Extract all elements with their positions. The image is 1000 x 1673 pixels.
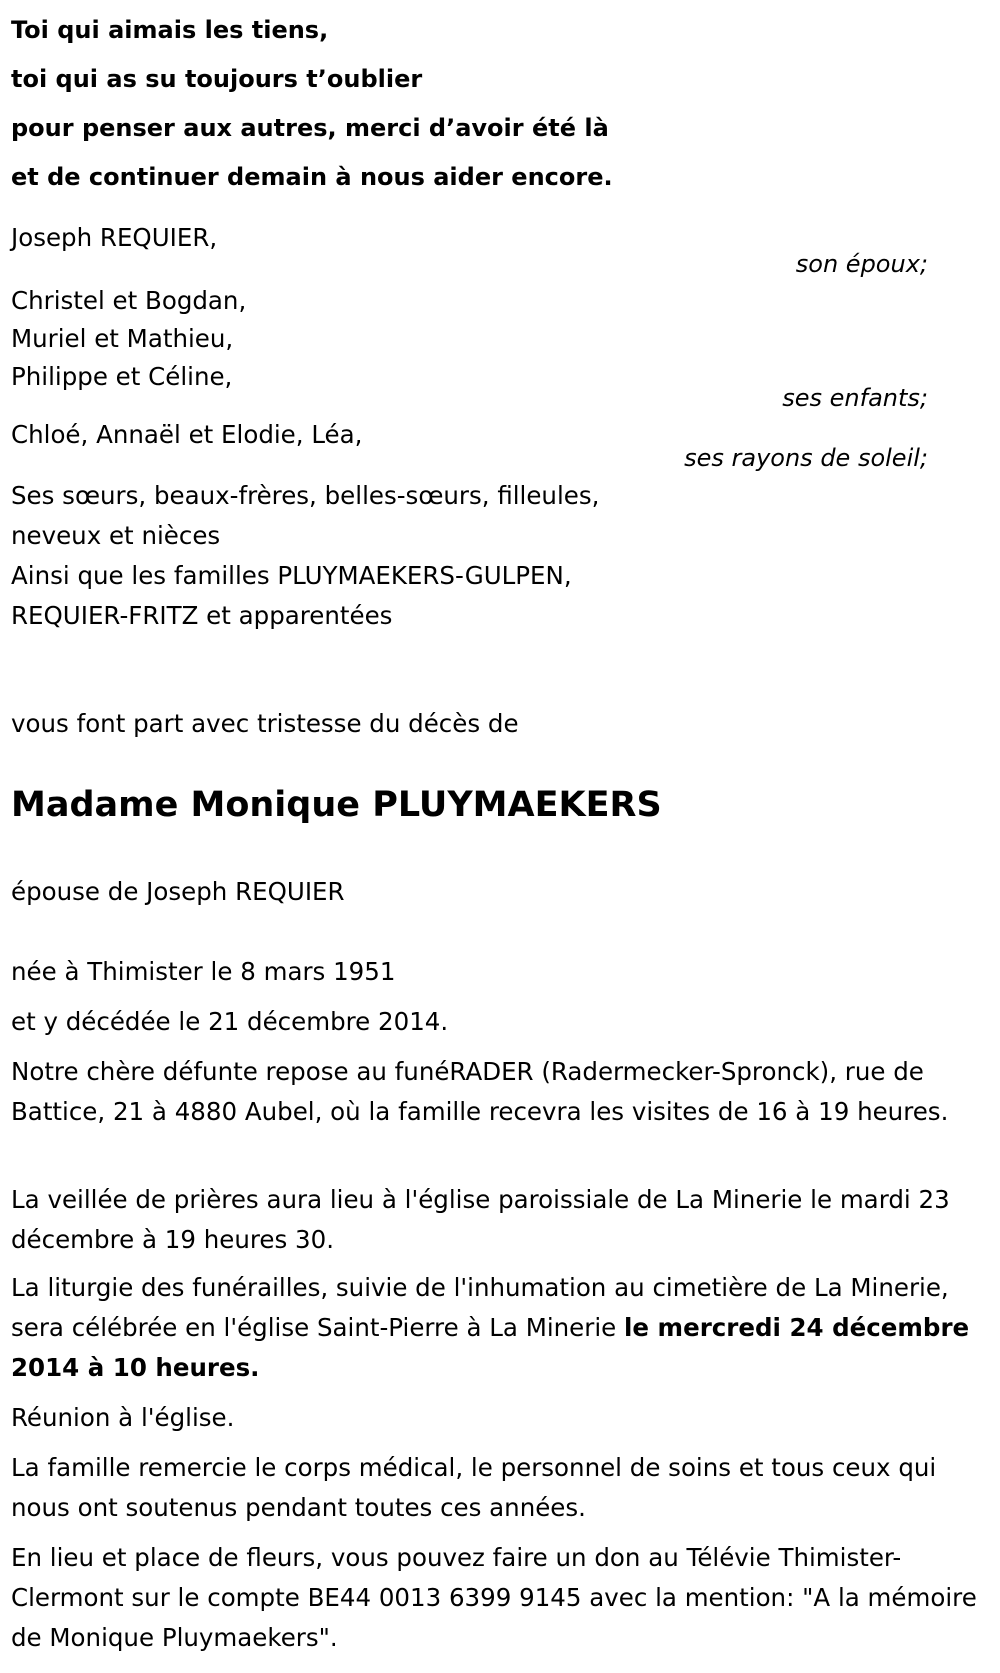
extended-family-line: neveux et nièces — [11, 521, 221, 550]
extended-family — [11, 476, 599, 636]
poem-line: et de continuer demain à nous aider encore. — [11, 163, 613, 191]
poem-line: Toi qui aimais les tiens, — [11, 16, 329, 44]
thanks-paragraph: La famille remercie le corps médical, le personnel de soins et tous ceux qui nous ont soutenus pendant toutes ces années. — [11, 1453, 937, 1522]
meeting-paragraph: Réunion à l'église. — [11, 1403, 235, 1432]
child-name: Muriel et Mathieu, — [11, 324, 234, 353]
child-name: Philippe et Céline, — [11, 362, 233, 391]
extended-family-line: Ses sœurs, beaux-frères, belles-sœurs, filleules, — [11, 481, 600, 510]
funeral-paragraph — [11, 1268, 991, 1388]
spouse-name: Joseph REQUIER, — [11, 223, 218, 252]
repose-paragraph: Notre chère défunte repose au funéRADER (Radermecker-Spronck), rue de Battice, 21 à 4880 Aubel, où la famille recevra les visites de 16 à 19 heures. — [11, 1057, 949, 1126]
children-list — [11, 281, 246, 397]
extended-family-line: REQUIER-FRITZ et apparentées — [11, 601, 393, 630]
announcement: vous font part avec tristesse du décès de — [11, 709, 519, 738]
children-role: ses enfants; — [782, 384, 928, 412]
deceased-name: Madame Monique PLUYMAEKERS — [11, 785, 662, 825]
death-line: et y décédée le 21 décembre 2014. — [11, 1007, 449, 1036]
funeral-intro: La liturgie des funérailles, suivie de l'inhumation au cimetière de La Minerie, sera célébrée en l'église Saint-Pierre à La Minerie — [11, 1273, 949, 1342]
spouse-line: épouse de Joseph REQUIER — [11, 877, 345, 906]
extended-family-line: Ainsi que les familles PLUYMAEKERS-GULPEN, — [11, 561, 572, 590]
poem-line: toi qui as su toujours t’oublier — [11, 65, 423, 93]
spouse-role: son époux; — [795, 250, 928, 278]
donation-paragraph: En lieu et place de fleurs, vous pouvez faire un don au Télévie Thimister-Clermont sur le compte BE44 0013 6399 9145 avec la mention: "A la mémoire de Monique Pluymaekers". — [11, 1543, 977, 1652]
birth-line: née à Thimister le 8 mars 1951 — [11, 957, 396, 986]
vigil-paragraph: La veillée de prières aura lieu à l'église paroissiale de La Minerie le mardi 23 décembre à 19 heures 30. — [11, 1185, 950, 1254]
grandchildren-role: ses rayons de soleil; — [684, 444, 928, 472]
poem-line: pour penser aux autres, merci d’avoir été là — [11, 114, 609, 142]
poem — [11, 6, 613, 202]
funeral-date: le mercredi 24 décembre 2014 à 10 heures. — [11, 1313, 970, 1382]
grandchildren-names: Chloé, Annaël et Elodie, Léa, — [11, 420, 363, 449]
child-name: Christel et Bogdan, — [11, 286, 247, 315]
